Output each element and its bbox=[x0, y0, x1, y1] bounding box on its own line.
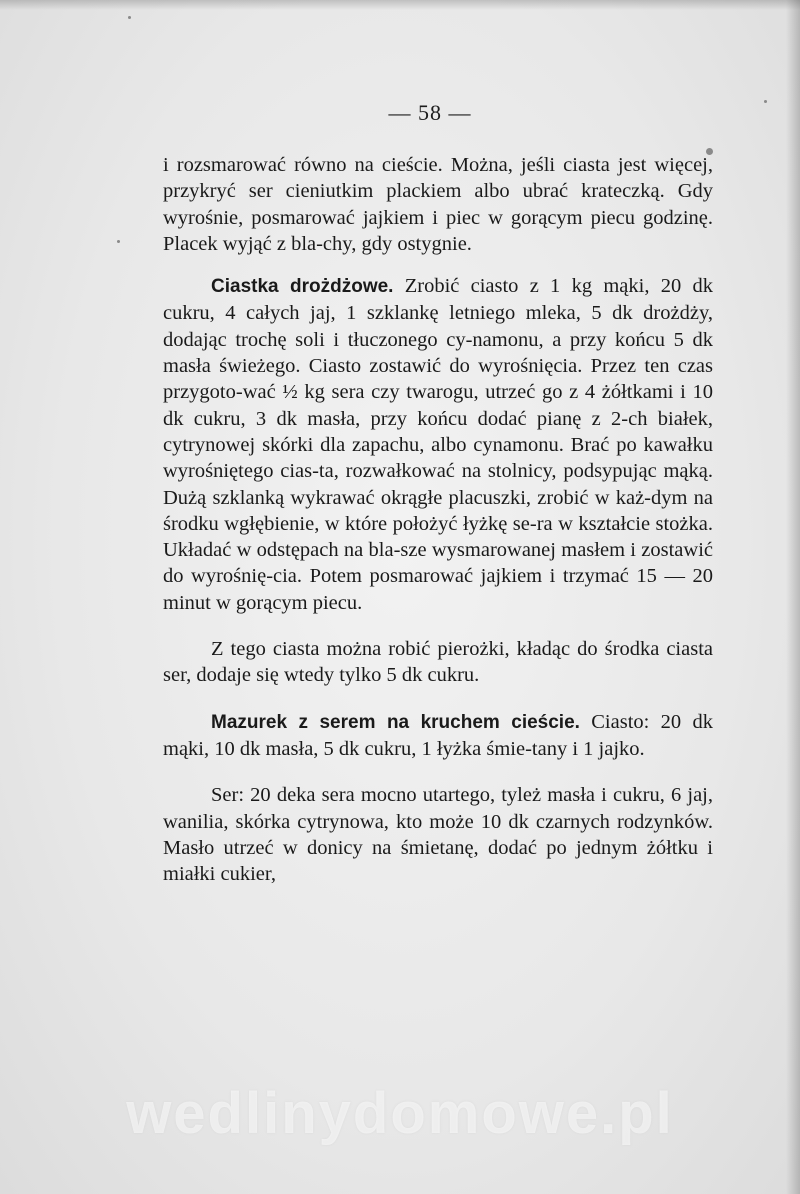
page-right-shadow bbox=[786, 0, 800, 1194]
recipe-heading-ciastka: Ciastka drożdżowe. bbox=[211, 276, 394, 298]
paragraph-ciastka-drozdzowe bbox=[163, 273, 713, 616]
paragraph-mazurek bbox=[163, 709, 713, 763]
paragraph-pierozki: Z tego ciasta można robić pierożki, kładąc do środka ciasta ser, dodaje się wtedy tylko 5 dk cukru. bbox=[163, 638, 713, 687]
ink-speck bbox=[117, 240, 120, 243]
recipe-body-mazurek: Ciasto: 20 dk mąki, 10 dk masła, 5 dk cukru, 1 łyżka śmie-tany i 1 jajko. bbox=[163, 710, 713, 760]
ink-speck bbox=[128, 16, 131, 19]
page-top-shadow bbox=[0, 0, 800, 10]
recipe-text bbox=[163, 152, 713, 887]
paragraph-continuation: i rozsmarować równo na cieście. Można, jeśli ciasta jest więcej, przykryć ser cieniutkim plackiem albo ubrać krateczką. Gdy wyrośnie, posmarować jajkiem i piec w gorącym piecu godzinę. Placek wyjąć z bla-chy, gdy ostygnie. bbox=[163, 154, 713, 255]
watermark: wedlinydomowe.pl bbox=[126, 1081, 674, 1146]
page-number: — 58 — bbox=[388, 100, 472, 125]
recipe-heading-mazurek: Mazurek z serem na kruchem cieście. bbox=[211, 711, 580, 733]
paragraph-ser: Ser: 20 deka sera mocno utartego, tyleż masła i cukru, 6 jaj, wanilia, skórka cytrynowa, kto może 10 dk czarnych rodzynków. Masło utrzeć w donicy na śmietanę, dodać po jednym żółtku i miałki cukier, bbox=[163, 784, 713, 886]
recipe-body-ciastka: Zrobić ciasto z 1 kg mąki, 20 dk cukru, 4 całych jaj, 1 szklankę letniego mleka, 5 dk drożdży, dodając trochę soli i tłuczonego cy-namonu, a przy końcu 5 dk masła świeżego. Ciasto zostawić do wyrośnięcia. Przez ten czas przygoto-wać ½ kg sera czy twarogu, utrzeć go z 4 żółtkami i 10 dk cukru, 3 dk masła, przy końcu dodać pianę z 2-ch białek, cytrynowej skórki dla zapachu, albo cynamonu. Brać po kawałku wyrośniętego cias-ta, rozwałkować na stolnicy, podsypując mąką. Dużą szklanką wykrawać okrągłe placuszki, zrobić w każ-dym na środku wgłębienie, w które położyć łyżkę se-ra w kształcie stożka. Układać w odstępach na bla-sze wysmarowanej masłem i zostawić do wyrośnię-cia. Potem posmarować jajkiem i trzymać 15 — 20 minut w gorącym piecu. bbox=[163, 275, 713, 614]
